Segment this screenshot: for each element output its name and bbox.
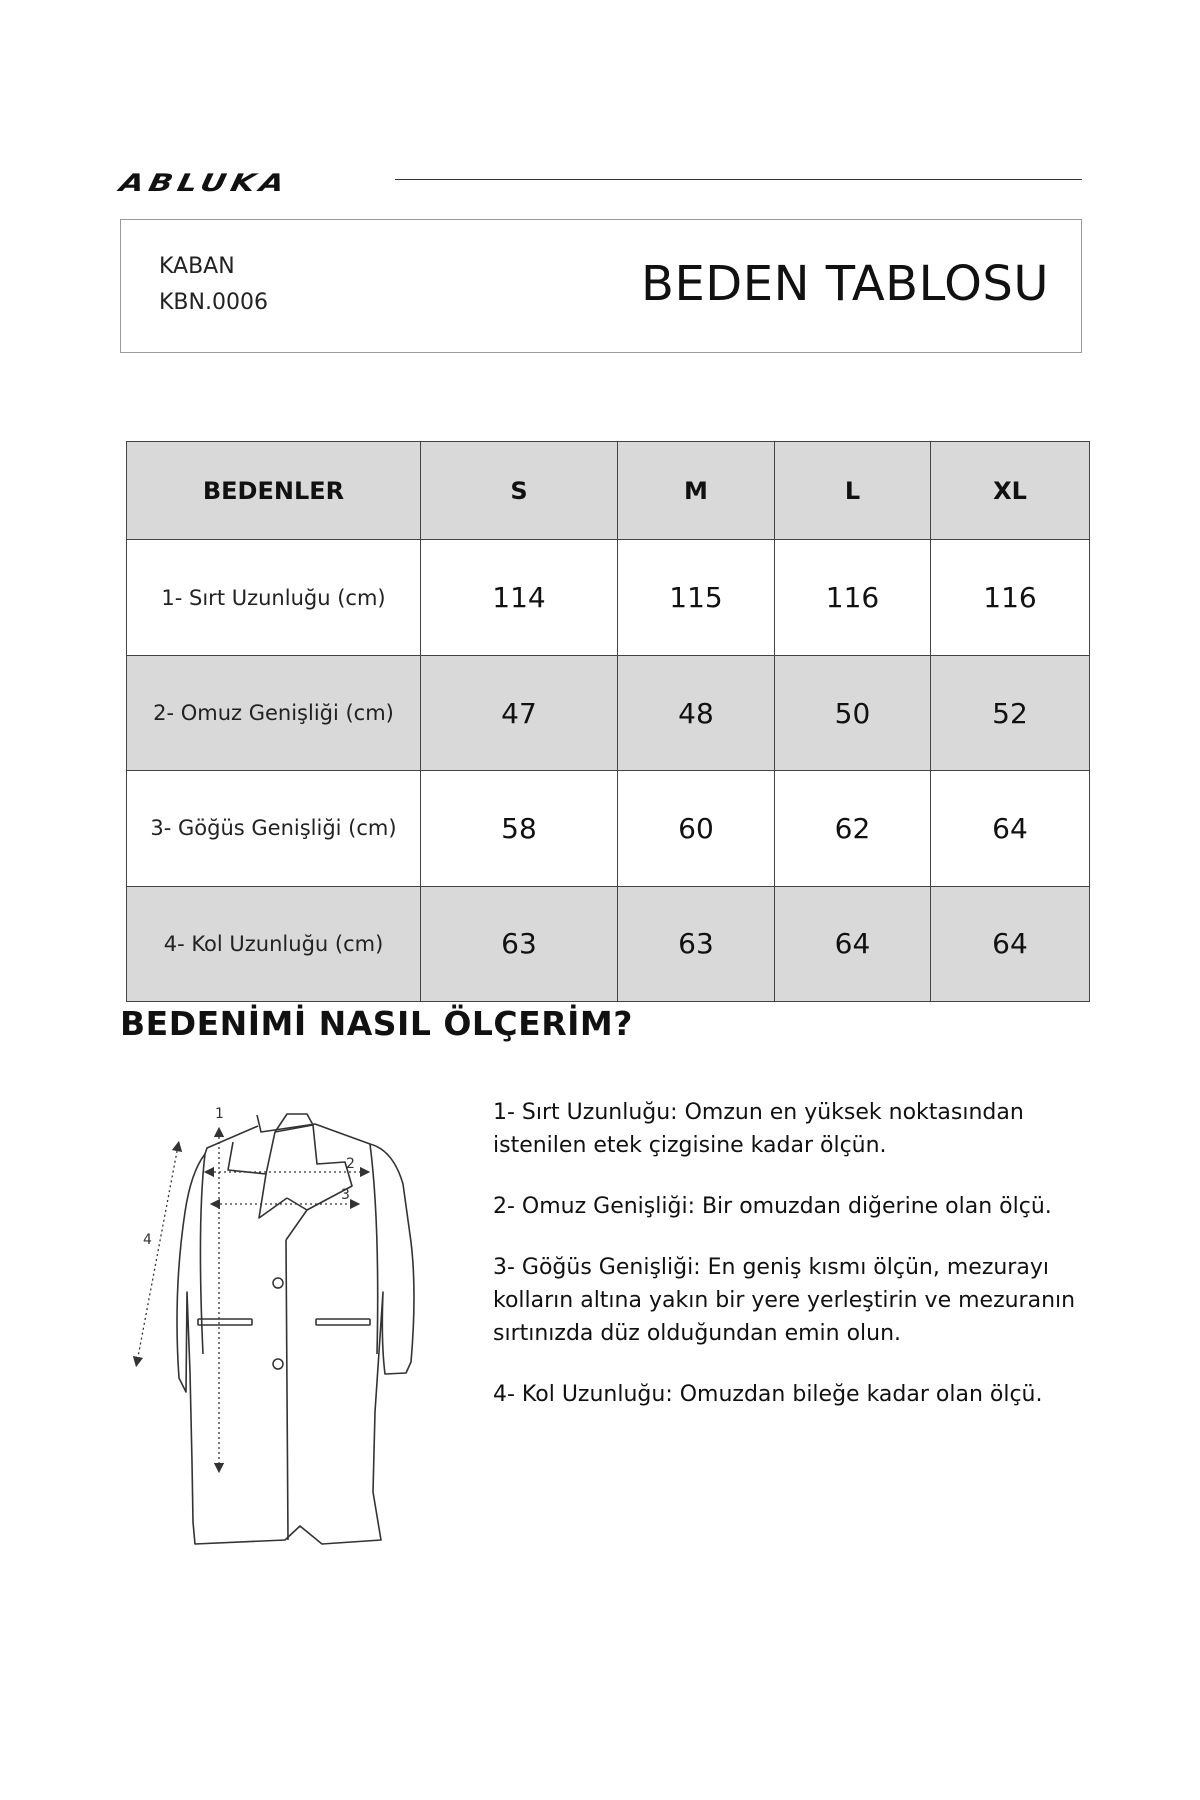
table-row [127,655,1090,770]
table-row [127,540,1090,655]
instructions-list [493,1096,1093,1439]
table-row [127,886,1090,1001]
table-cell: 63 [618,886,775,1001]
table-cell: 50 [775,655,931,770]
header-divider [395,179,1082,180]
table-header-cell: BEDENLER [127,442,421,540]
section-title: BEDENİMİ NASIL ÖLÇERİM? [120,1004,633,1043]
instruction-item: 4- Kol Uzunluğu: Omuzdan bileğe kadar olan ölçü. [493,1382,1043,1407]
table-cell: 58 [421,771,618,886]
row-label: 1- Sırt Uzunluğu (cm) [127,540,421,655]
diagram-label: 3 [341,1187,350,1203]
instruction-item: 3- Göğüs Genişliği: En geniş kısmı ölçün, mezurayı kolların altına yakın bir yere yerleştirin ve mezuranın sırtınızda düz olduğundan emin olun. [493,1255,1076,1346]
row-label: 2- Omuz Genişliği (cm) [127,655,421,770]
row-label: 3- Göğüs Genişliği (cm) [127,771,421,886]
table-cell: 116 [931,540,1090,655]
instruction-item: 2- Omuz Genişliği: Bir omuzdan diğerine olan ölçü. [493,1194,1052,1219]
table-header-cell: M [618,442,775,540]
table-cell: 116 [775,540,931,655]
table-cell: 115 [618,540,775,655]
table-cell: 64 [931,886,1090,1001]
diagram-label: 4 [143,1232,152,1248]
table-header-cell: XL [931,442,1090,540]
brand-logo: ABLUKA [117,168,292,198]
table-cell: 64 [931,771,1090,886]
table-cell: 62 [775,771,931,886]
product-code: KBN.0006 [159,290,268,315]
diagram-label: 2 [346,1156,355,1172]
instruction-item: 1- Sırt Uzunluğu: Omzun en yüksek noktasından istenilen etek çizgisine kadar ölçün. [493,1100,1024,1158]
table-row [127,771,1090,886]
row-label: 4- Kol Uzunluğu (cm) [127,886,421,1001]
header-box [120,219,1082,353]
table-cell: 60 [618,771,775,886]
table-cell: 63 [421,886,618,1001]
table-header-row [127,442,1090,540]
table-header-cell: L [775,442,931,540]
size-table [126,441,1090,1002]
table-cell: 114 [421,540,618,655]
table-cell: 52 [931,655,1090,770]
product-type: KABAN [159,254,235,279]
table-cell: 64 [775,886,931,1001]
table-header-cell: S [421,442,618,540]
page-title: BEDEN TABLOSU [641,256,1049,312]
table-cell: 47 [421,655,618,770]
table-cell: 48 [618,655,775,770]
coat-measurement-illustration [55,1092,465,1582]
diagram-label: 1 [215,1106,224,1122]
